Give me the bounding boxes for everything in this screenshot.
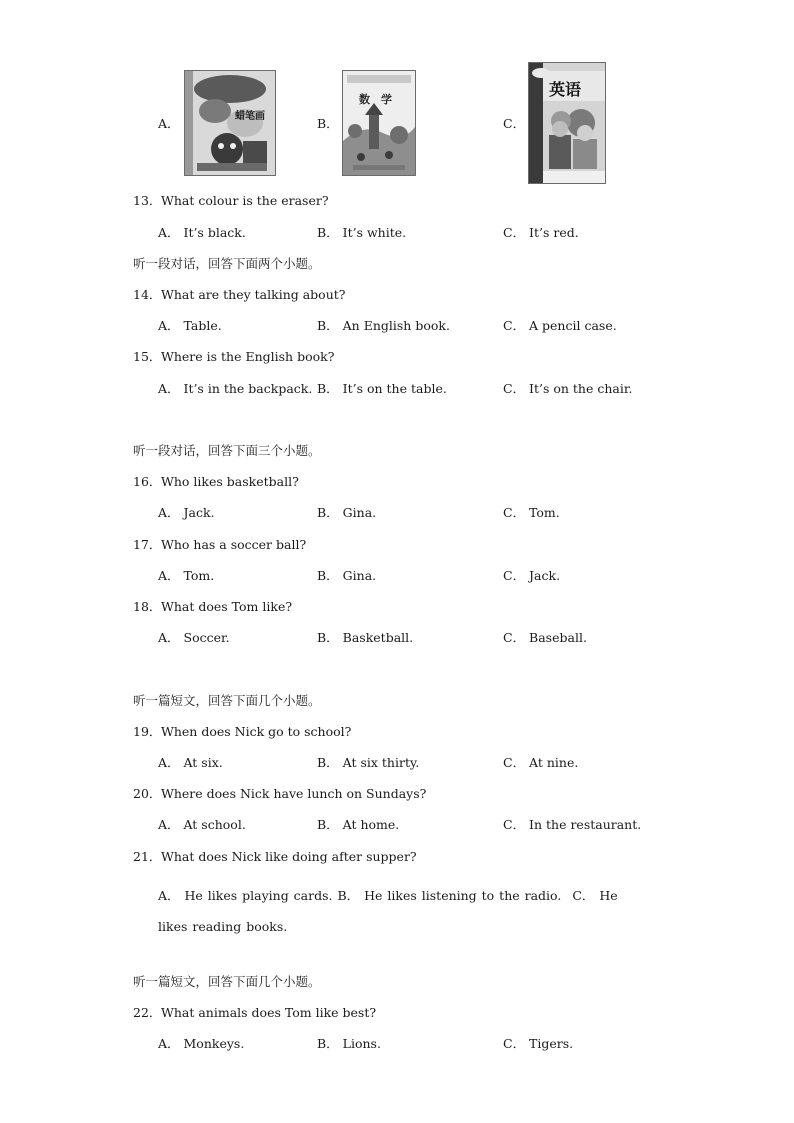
- option-a[interactable]: A． He likes playing cards.: [158, 888, 333, 903]
- question-number: 18．: [133, 599, 162, 614]
- image-option-a-label: A．: [158, 116, 180, 131]
- option-c[interactable]: C． Tom.: [503, 505, 560, 520]
- question-number: 22．: [133, 1005, 162, 1020]
- option-b[interactable]: B． An English book.: [317, 318, 450, 333]
- option-c[interactable]: C． Tigers.: [503, 1036, 574, 1051]
- question-text: When does Nick go to school?: [161, 724, 352, 739]
- option-b[interactable]: B． Gina.: [317, 505, 377, 520]
- option-b[interactable]: B． Basketball.: [317, 630, 414, 645]
- option-b[interactable]: B． Gina.: [317, 568, 377, 583]
- option-b[interactable]: B． Lions.: [317, 1036, 381, 1051]
- question-21-options: [158, 880, 642, 942]
- book-cover-a-title: 蜡笔画: [235, 111, 265, 122]
- question-text: What does Tom like?: [161, 599, 293, 614]
- option-c[interactable]: C． It’s on the chair.: [503, 381, 633, 396]
- option-a[interactable]: A． Tom.: [158, 568, 215, 583]
- question-number: 14．: [133, 287, 162, 302]
- question-number: 21．: [133, 849, 162, 864]
- option-c[interactable]: C． He likes reading books.: [158, 888, 618, 934]
- option-a[interactable]: A． At school.: [158, 817, 246, 832]
- section-heading: 听一段对话，回答下面三个小题。: [133, 443, 321, 458]
- option-a[interactable]: A． Jack.: [158, 505, 215, 520]
- image-option-b-label: B．: [317, 116, 339, 131]
- question-text: Who has a soccer ball?: [161, 537, 307, 552]
- question-number: 20．: [133, 786, 162, 801]
- question-number: 15．: [133, 349, 162, 364]
- option-a[interactable]: A． It’s in the backpack.: [158, 381, 313, 396]
- image-option-c-label: C．: [503, 116, 526, 131]
- english-book-title: 英语: [549, 80, 582, 99]
- option-b[interactable]: B． He likes listening to the radio.: [337, 888, 562, 903]
- option-c[interactable]: C． It’s red.: [503, 225, 579, 240]
- option-c[interactable]: C． A pencil case.: [503, 318, 617, 333]
- question-number: 17．: [133, 537, 162, 552]
- option-a[interactable]: A． Table.: [158, 318, 222, 333]
- question-text: Where is the English book?: [161, 349, 335, 364]
- book-cover-a-image: [184, 70, 276, 176]
- math-book-cover-image: [342, 70, 416, 176]
- option-a[interactable]: A． Soccer.: [158, 630, 230, 645]
- question-text: What does Nick like doing after supper?: [161, 849, 417, 864]
- question-text: Who likes basketball?: [161, 474, 299, 489]
- section-heading: 听一段对话，回答下面两个小题。: [133, 256, 321, 271]
- question-text: What animals does Tom like best?: [161, 1005, 377, 1020]
- option-b[interactable]: B． At six thirty.: [317, 755, 420, 770]
- option-c[interactable]: C． In the restaurant.: [503, 817, 642, 832]
- math-book-title: 数 学: [359, 93, 392, 106]
- option-c[interactable]: C． At nine.: [503, 755, 579, 770]
- option-c[interactable]: C． Baseball.: [503, 630, 587, 645]
- question-text: What are they talking about?: [161, 287, 346, 302]
- option-b[interactable]: B． At home.: [317, 817, 400, 832]
- option-b[interactable]: B． It’s on the table.: [317, 381, 447, 396]
- option-a[interactable]: A． Monkeys.: [158, 1036, 245, 1051]
- question-text: What colour is the eraser?: [161, 193, 329, 208]
- question-number: 16．: [133, 474, 162, 489]
- section-heading: 听一篇短文，回答下面几个小题。: [133, 693, 321, 708]
- question-text: Where does Nick have lunch on Sundays?: [161, 786, 427, 801]
- option-b[interactable]: B． It’s white.: [317, 225, 407, 240]
- question-number: 19．: [133, 724, 162, 739]
- question-number: 13．: [133, 193, 162, 208]
- option-a[interactable]: A． It’s black.: [158, 225, 246, 240]
- section-heading: 听一篇短文，回答下面几个小题。: [133, 974, 321, 989]
- english-book-cover-image: [528, 62, 606, 184]
- option-c[interactable]: C． Jack.: [503, 568, 561, 583]
- option-a[interactable]: A． At six.: [158, 755, 223, 770]
